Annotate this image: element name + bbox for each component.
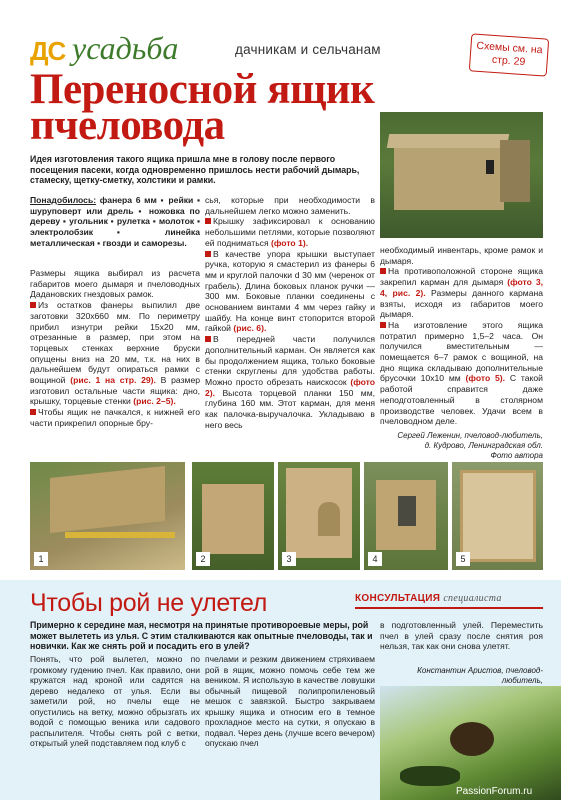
consult-column-3: в подготовленный улей. Переместить пчел в улей сразу после снятия роя нельзя, так как они снова улетят. bbox=[380, 620, 543, 651]
paragraph: Размеры ящика выбирал из расчета габаритов моего дымаря и пчеловодных Дадановских гнездовых рамок. bbox=[30, 268, 200, 300]
paragraph: Из остатков фанеры выпилил две заготовки 320х660 мм. По периметру прибил изнутри рейки 15х20 мм, отрезанные в размер, при этом на торцевых стенках верхние бруски опущены вниз на 20 мм, т.к. на них в дальнейшем будут опираться рамки с вощиной bbox=[30, 300, 200, 386]
photo-2 bbox=[192, 462, 274, 570]
consultation-title: Чтобы рой не улетел bbox=[30, 589, 268, 617]
ref: (фото 5). bbox=[465, 373, 506, 384]
tag-word: КОНСУЛЬТАЦИЯ bbox=[355, 593, 441, 604]
paragraph: необходимый инвентарь, кроме рамок и дымаря. bbox=[380, 245, 543, 266]
swarm-photo bbox=[380, 686, 561, 800]
ref: (рис. 1 на стр. 29). bbox=[70, 375, 156, 386]
author-name: Сергей Леженин, пчеловод-любитель, bbox=[397, 430, 543, 440]
bullet-icon bbox=[205, 251, 211, 257]
paragraph: сья, которые при необходимости в дальнейшем легко можно заменить. bbox=[205, 195, 375, 216]
consultation-question: Примерно к середине мая, несмотря на принятые противороевые меры, рой может вылететь из улья. С этим сталкиваются как опытные пчеловоды, так и новички. Как же снять рой и посадить его в улей? bbox=[30, 620, 373, 651]
article-lead: Идея изготовления такого ящика пришла мне в голову после первого посещения пасеки, когда одновременно пришлось нести рабочий дымарь, стамеску, щетку-сметку, холстики и рамки. bbox=[30, 154, 360, 186]
author-place: д. Кудрово, Ленинградская обл. bbox=[424, 440, 543, 450]
photo-4 bbox=[364, 462, 448, 570]
paragraph: В качестве упора крышки выступает ручка, которую я смастерил из фанеры 6 мм и круглой палочки d 30 мм (черенок от грабель). Длина боковых планок ручки — 300 мм. Боковые планки соединены с основанием винтами 4 мм через гайку и шайбу. На конце винт стопорится второй гайкой bbox=[205, 248, 375, 334]
watermark: PassionForum.ru bbox=[456, 786, 533, 797]
bullet-icon bbox=[30, 302, 36, 308]
materials-items: фанера 6 мм ▪ рейки ▪ шуруповерт или дрель ▪ ножовка по дереву ▪ угольник ▪ рулетка ▪ молоток ▪ электролобзик ▪ линейка металлическая ▪ гвозди и саморезы. bbox=[30, 195, 201, 248]
bullet-icon bbox=[205, 218, 211, 224]
bullet-icon bbox=[380, 322, 386, 328]
photo-number: 4 bbox=[368, 552, 382, 566]
bullet-icon bbox=[380, 268, 386, 274]
ref: (фото 1). bbox=[271, 237, 309, 248]
schemes-badge: Схемы см. на стр. 29 bbox=[469, 33, 549, 76]
ref: (рис. 6). bbox=[233, 323, 267, 334]
photo-number: 1 bbox=[34, 552, 48, 566]
bullet-icon bbox=[205, 336, 211, 342]
materials-label: Понадобилось: bbox=[30, 195, 97, 205]
ref: (фото 2). bbox=[205, 376, 375, 398]
bullet-icon bbox=[30, 409, 36, 415]
photo-number: 2 bbox=[196, 552, 210, 566]
photo-number: 5 bbox=[456, 552, 470, 566]
text-column-3 bbox=[380, 245, 543, 461]
paragraph: В передней части получился дополнительный карман. Он является как бы продолжением ящика, только боковые стенки скруглены для удобства работы. Можно просто обрезать наискосок bbox=[205, 334, 375, 387]
photo-credit: Фото автора bbox=[490, 450, 543, 460]
paragraph: Крышку зафиксировал к основанию небольшими петлями, которые позволяют ей подниматься bbox=[205, 216, 375, 248]
ref: (фото 3, 4, рис. 2). bbox=[380, 277, 543, 298]
article-title: Переносной ящик пчеловода bbox=[30, 66, 375, 149]
photo-5 bbox=[452, 462, 543, 570]
logo-word: усадьба bbox=[72, 30, 179, 66]
ref: (рис. 2–5). bbox=[133, 396, 176, 407]
photo-1 bbox=[30, 462, 185, 570]
photo-number: 3 bbox=[282, 552, 296, 566]
tag-word-2: специалиста bbox=[443, 593, 502, 604]
section-subtitle: дачникам и сельчанам bbox=[235, 42, 381, 57]
paragraph: Высота торцевой планки 150 мм, глубина 160 мм. Этот карман, для меня как палочка-выручалочка. Укладываю в него весь bbox=[205, 387, 375, 430]
paragraph: Чтобы ящик не пачкался, к нижней его части прикрепил опорные бру- bbox=[30, 407, 200, 428]
photo-box-top bbox=[380, 112, 543, 238]
consult-author-name: Константин Аристов, пчеловод-любитель, bbox=[417, 666, 543, 685]
paragraph: На изготовление этого ящика потратил примерно 1,5–2 часа. Он получился вместительным — помещается 6–7 рамок с вощиной, на дно ящика складываю дополнительные брусочки 10х10 мм bbox=[380, 319, 543, 384]
text-column-2 bbox=[205, 195, 375, 430]
consult-column-1: Понять, что рой вылетел, можно по громкому гудению пчел. Как правило, они кружатся над кроной или садятся на дерево недалеко от улья. Если вы заметили рой, но пчелы еще не опустились на ветку, можно обрызгать их водой с помощью веника или садового распылителя. Чтобы снять рой с ветки, открытый улей подставляем под клуб с bbox=[30, 654, 200, 748]
photo-3 bbox=[278, 462, 360, 570]
tag-underline bbox=[355, 607, 543, 609]
paragraph: С такой работой справится даже неподготовленный в столярном производстве человек. Удачи всем в пчеловодном деле. bbox=[380, 373, 543, 427]
logo-mark: ДС bbox=[30, 36, 66, 66]
paragraph: На противоположной стороне ящика закрепил карман для дымаря bbox=[380, 266, 543, 288]
paragraph: Размеры данного кармана взяты, исходя из габаритов моего дымаря. bbox=[380, 287, 544, 320]
consult-column-2: пчелами и резким движением стряхиваем рой в ящик, можно помочь себе тем же веником. Я использую в качестве ловушки обычный пищевой полипропиленовый мешок с завязкой. Быстро закрываем крышку ящика и относим его в темное прохладное место на сутки, я опускаю в подвал. Через день (лучше всего вечером) опускаю пчел bbox=[205, 654, 375, 748]
paragraph: В размер изготовил остальные части ящика: дно, крышку, торцевые стенки bbox=[30, 375, 201, 407]
consultation-tag bbox=[355, 593, 502, 604]
text-column-1 bbox=[30, 268, 200, 429]
materials-list bbox=[30, 195, 200, 249]
